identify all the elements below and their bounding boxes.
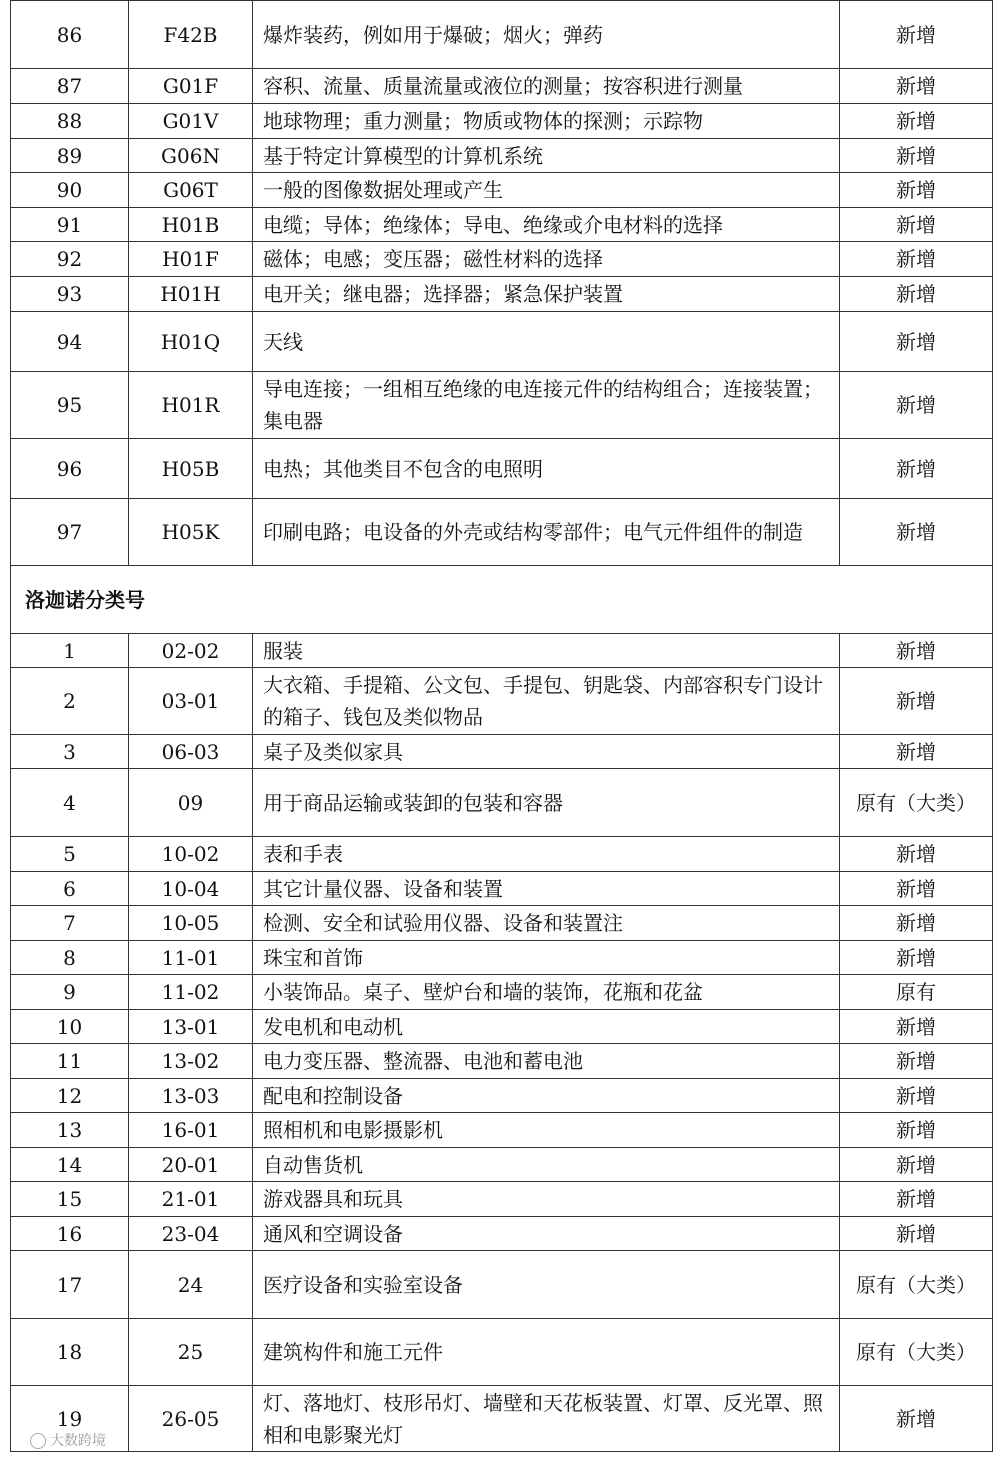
- class-description: 天线: [253, 312, 840, 372]
- class-description: 基于特定计算模型的计算机系统: [253, 139, 840, 173]
- class-description: 自动售货机: [253, 1148, 840, 1182]
- status-cell: 新增: [840, 735, 993, 769]
- class-code: 10-02: [129, 837, 253, 872]
- class-description: 一般的图像数据处理或产生: [253, 173, 840, 208]
- status-cell: 原有（大类）: [840, 1251, 993, 1319]
- class-code: 13-02: [129, 1044, 253, 1079]
- class-description: 容积、流量、质量流量或液位的测量；按容积进行测量: [253, 69, 840, 104]
- weibo-icon: [30, 1433, 46, 1449]
- row-number: 19: [11, 1386, 129, 1452]
- status-cell: 新增: [840, 941, 993, 975]
- table-row: [11, 668, 993, 735]
- class-code: 02-02: [129, 634, 253, 668]
- class-description: 服装: [253, 634, 840, 668]
- watermark-text: 大数跨境: [50, 1433, 106, 1449]
- class-code: G01F: [129, 69, 253, 104]
- status-cell: 新增: [840, 439, 993, 499]
- status-cell: 新增: [840, 312, 993, 372]
- class-description: 地球物理；重力测量；物质或物体的探测；示踪物: [253, 104, 840, 139]
- class-description: 电缆；导体；绝缘体；导电、绝缘或介电材料的选择: [253, 208, 840, 242]
- status-cell: 新增: [840, 1044, 993, 1079]
- table-row: [11, 1010, 993, 1044]
- class-description: 游戏器具和玩具: [253, 1182, 840, 1217]
- table-row: [11, 173, 993, 208]
- class-code: 20-01: [129, 1148, 253, 1182]
- class-description: 医疗设备和实验室设备: [253, 1251, 840, 1319]
- table-row: [11, 634, 993, 668]
- class-code: H01H: [129, 277, 253, 312]
- status-cell: 新增: [840, 668, 993, 735]
- section-title: 洛迦诺分类号: [11, 566, 993, 634]
- class-code: 03-01: [129, 668, 253, 735]
- row-number: 12: [11, 1079, 129, 1113]
- locarno-header: [11, 566, 993, 634]
- table-row: [11, 69, 993, 104]
- class-description: 磁体；电感；变压器；磁性材料的选择: [253, 242, 840, 277]
- table-row: [11, 941, 993, 975]
- status-cell: 新增: [840, 872, 993, 906]
- section-header-row: [11, 566, 993, 634]
- row-number: 89: [11, 139, 129, 173]
- row-number: 86: [11, 1, 129, 69]
- row-number: 87: [11, 69, 129, 104]
- status-cell: 新增: [840, 1182, 993, 1217]
- class-description: 灯、落地灯、枝形吊灯、墙壁和天花板装置、灯罩、反光罩、照相和电影聚光灯: [253, 1386, 840, 1452]
- status-cell: 新增: [840, 1386, 993, 1452]
- status-cell: 新增: [840, 1217, 993, 1251]
- status-cell: 新增: [840, 837, 993, 872]
- class-description: 珠宝和首饰: [253, 941, 840, 975]
- row-number: 2: [11, 668, 129, 735]
- status-cell: 新增: [840, 634, 993, 668]
- status-cell: 原有: [840, 975, 993, 1010]
- class-code: 06-03: [129, 735, 253, 769]
- status-cell: 新增: [840, 173, 993, 208]
- class-description: 导电连接；一组相互绝缘的电连接元件的结构组合；连接装置；集电器: [253, 372, 840, 439]
- class-code: H01F: [129, 242, 253, 277]
- class-description: 电力变压器、整流器、电池和蓄电池: [253, 1044, 840, 1079]
- status-cell: 新增: [840, 242, 993, 277]
- status-cell: 新增: [840, 906, 993, 941]
- class-description: 电开关；继电器；选择器；紧急保护装置: [253, 277, 840, 312]
- table-row: [11, 769, 993, 837]
- status-cell: 新增: [840, 139, 993, 173]
- class-code: 25: [129, 1319, 253, 1386]
- table-row: [11, 139, 993, 173]
- class-description: 大衣箱、手提箱、公文包、手提包、钥匙袋、内部容积专门设计的箱子、钱包及类似物品: [253, 668, 840, 735]
- class-code: 10-04: [129, 872, 253, 906]
- class-code: G06N: [129, 139, 253, 173]
- row-number: 93: [11, 277, 129, 312]
- class-code: H01Q: [129, 312, 253, 372]
- class-description: 电热；其他类目不包含的电照明: [253, 439, 840, 499]
- row-number: 97: [11, 499, 129, 566]
- status-cell: 新增: [840, 69, 993, 104]
- class-code: 16-01: [129, 1113, 253, 1148]
- class-description: 爆炸装药，例如用于爆破；烟火；弹药: [253, 1, 840, 69]
- class-description: 表和手表: [253, 837, 840, 872]
- status-cell: 新增: [840, 1113, 993, 1148]
- table-row: [11, 975, 993, 1010]
- row-number: 15: [11, 1182, 129, 1217]
- status-cell: 新增: [840, 1148, 993, 1182]
- table-row: [11, 1113, 993, 1148]
- status-cell: 新增: [840, 499, 993, 566]
- class-code: H01R: [129, 372, 253, 439]
- class-description: 建筑构件和施工元件: [253, 1319, 840, 1386]
- class-code: F42B: [129, 1, 253, 69]
- class-description: 发电机和电动机: [253, 1010, 840, 1044]
- status-cell: 新增: [840, 1, 993, 69]
- class-code: 24: [129, 1251, 253, 1319]
- locarno-section: [11, 634, 993, 1452]
- status-cell: 原有（大类）: [840, 769, 993, 837]
- class-code: 23-04: [129, 1217, 253, 1251]
- table-row: [11, 372, 993, 439]
- table-row: [11, 735, 993, 769]
- class-description: 小装饰品。桌子、壁炉台和墙的装饰，花瓶和花盆: [253, 975, 840, 1010]
- class-description: 用于商品运输或装卸的包装和容器: [253, 769, 840, 837]
- table-row: [11, 1079, 993, 1113]
- class-code: 09: [129, 769, 253, 837]
- class-code: 11-01: [129, 941, 253, 975]
- row-number: 88: [11, 104, 129, 139]
- row-number: 95: [11, 372, 129, 439]
- class-code: G01V: [129, 104, 253, 139]
- ipc-section: [11, 1, 993, 566]
- table-row: [11, 439, 993, 499]
- table-row: [11, 1182, 993, 1217]
- row-number: 8: [11, 941, 129, 975]
- row-number: 4: [11, 769, 129, 837]
- row-number: 92: [11, 242, 129, 277]
- class-code: 10-05: [129, 906, 253, 941]
- class-description: 照相机和电影摄影机: [253, 1113, 840, 1148]
- row-number: 11: [11, 1044, 129, 1079]
- table-row: [11, 1044, 993, 1079]
- class-code: H05K: [129, 499, 253, 566]
- row-number: 5: [11, 837, 129, 872]
- table-row: [11, 277, 993, 312]
- class-description: 配电和控制设备: [253, 1079, 840, 1113]
- row-number: 1: [11, 634, 129, 668]
- table-row: [11, 1386, 993, 1452]
- table-row: [11, 1251, 993, 1319]
- row-number: 6: [11, 872, 129, 906]
- row-number: 94: [11, 312, 129, 372]
- row-number: 3: [11, 735, 129, 769]
- table-row: [11, 208, 993, 242]
- row-number: 96: [11, 439, 129, 499]
- row-number: 14: [11, 1148, 129, 1182]
- table-row: [11, 312, 993, 372]
- class-description: 检测、安全和试验用仪器、设备和装置注: [253, 906, 840, 941]
- row-number: 16: [11, 1217, 129, 1251]
- row-number: 90: [11, 173, 129, 208]
- row-number: 91: [11, 208, 129, 242]
- class-code: 13-01: [129, 1010, 253, 1044]
- status-cell: 新增: [840, 1010, 993, 1044]
- class-code: 11-02: [129, 975, 253, 1010]
- watermark: [30, 1430, 106, 1450]
- class-code: 21-01: [129, 1182, 253, 1217]
- table-row: [11, 1217, 993, 1251]
- status-cell: 新增: [840, 208, 993, 242]
- classification-table: [10, 0, 993, 1452]
- status-cell: 新增: [840, 372, 993, 439]
- row-number: 7: [11, 906, 129, 941]
- class-code: 26-05: [129, 1386, 253, 1452]
- table-row: [11, 1148, 993, 1182]
- class-description: 印刷电路；电设备的外壳或结构零部件；电气元件组件的制造: [253, 499, 840, 566]
- class-code: H01B: [129, 208, 253, 242]
- status-cell: 新增: [840, 277, 993, 312]
- table-row: [11, 1, 993, 69]
- class-code: G06T: [129, 173, 253, 208]
- table-row: [11, 906, 993, 941]
- class-description: 通风和空调设备: [253, 1217, 840, 1251]
- status-cell: 新增: [840, 104, 993, 139]
- status-cell: 新增: [840, 1079, 993, 1113]
- row-number: 17: [11, 1251, 129, 1319]
- row-number: 10: [11, 1010, 129, 1044]
- class-code: 13-03: [129, 1079, 253, 1113]
- table-row: [11, 242, 993, 277]
- class-description: 桌子及类似家具: [253, 735, 840, 769]
- row-number: 13: [11, 1113, 129, 1148]
- row-number: 9: [11, 975, 129, 1010]
- row-number: 18: [11, 1319, 129, 1386]
- status-cell: 原有（大类）: [840, 1319, 993, 1386]
- class-description: 其它计量仪器、设备和装置: [253, 872, 840, 906]
- table-row: [11, 837, 993, 872]
- table-row: [11, 872, 993, 906]
- table-row: [11, 1319, 993, 1386]
- table-row: [11, 499, 993, 566]
- table-row: [11, 104, 993, 139]
- class-code: H05B: [129, 439, 253, 499]
